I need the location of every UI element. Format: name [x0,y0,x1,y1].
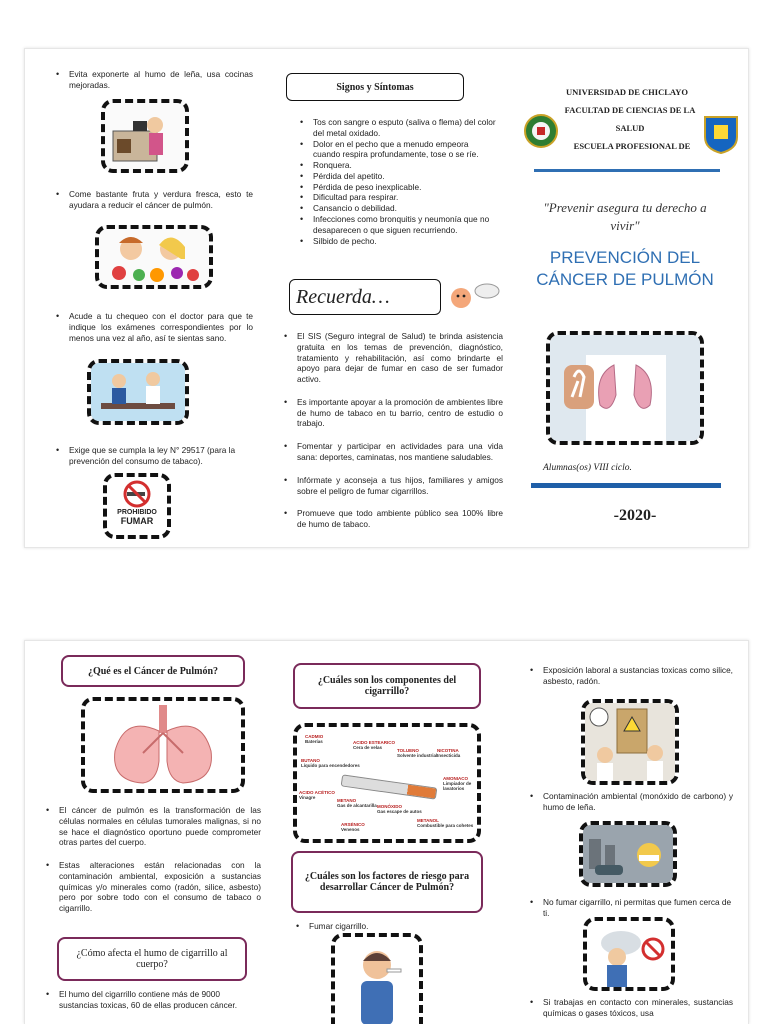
top-sheet [24,48,749,548]
school-logo [701,113,741,155]
symptoms-list [297,117,497,246]
risk-list [293,921,473,932]
component-6: AMONIACO Limpiador de lavatorios [443,776,472,791]
list-item: • Pérdida de peso inexplicable. [297,182,497,193]
list-item: • Acude a tu chequeo con el doctor para que te indique los exámenes correspondientes por lo menos una vez al año, así te sientas sano. [53,311,253,343]
list-item: • No fumar cigarrillo, ni permitas que fumen cerca de ti. [527,897,733,919]
list-item: • El SIS (Seguro integral de Salud) te brinda asistencia gratuita en los temas de prevención, diagnóstico, tratamiento y rehabilitación, así como brindarte el apoyo para dejar de fumar en caso de ser fumador activo. [281,331,503,385]
list-item: • Infecciones como bronquitis y neumonía que no desaparecen o que siguen recurriendo. [297,214,497,236]
minerals-item [527,997,733,1019]
tip-checkup [53,311,253,343]
sign-text-2: FUMAR [120,515,154,526]
year: -2020- [613,507,657,524]
list-item: • Fumar cigarrillo. [293,921,473,932]
lungs-illustration [81,697,245,793]
components-heading [293,663,481,709]
list-item: • Promueve que todo ambiente público sea 100% libre de humo de tabaco. [281,508,503,530]
signs-heading [286,73,464,101]
components-title: ¿Cuáles son los componentes del cigarrillo? [317,675,457,697]
list-item: • Silbido de pecho. [297,236,497,247]
list-item: • Es importante apoyar a la promoción de ambientes libre de humo de tabaco en tu barrio, centro de estudio o trabajo. [281,397,503,429]
risk-title: ¿Cuáles son los factores de riesgo para desarrollar Cáncer de Pulmón? [304,871,470,893]
list-item: • Ronquera. [297,160,497,171]
fruit-illustration [95,225,213,289]
school-name: ESCUELA PROFESIONAL DE [573,141,691,151]
list-item: • Fomentar y participar en actividades para una vida sana: deportes, caminatas, nos mantiene saludables. [281,441,503,463]
smoke-title: ¿Cómo afecta el humo de cigarrillo al cuerpo? [76,948,228,970]
recuerda-list [281,331,503,530]
list-item: • Dolor en el pecho que a menudo empeora cuando respira profundamente, tose o se ríe. [297,139,497,161]
list-item: • Pérdida del apetito. [297,171,497,182]
slogan: "Prevenir asegura tu derecho a vivir" [543,200,707,233]
what-list [43,805,261,914]
awareness-ribbon-photo [546,331,704,445]
list-item: • Si trabajas en contacto con minerales, sustancias químicas o gases tóxicos, usa [527,997,733,1019]
cigarette-components-diagram [293,723,481,843]
list-item: • Contaminación ambiental (monóxido de carbono) y humo de leña. [527,791,733,813]
smoke-list [43,989,261,1011]
title-divider [534,169,720,172]
list-item: • El cáncer de pulmón es la transformación de las células normales en células tumorales malignas, si no se hace el diagnóstico oportuno puede comprometer otras partes del cuerpo. [43,805,261,848]
recuerda-title: Recuerda… [296,285,390,308]
cooking-illustration [101,99,189,173]
workplace-illustration [581,699,679,785]
list-item: • El humo del cigarrillo contiene más de 9000 sustancias toxicas, 60 de ellas producen cáncer. [43,989,261,1011]
what-title: ¿Qué es el Cáncer de Pulmón? [87,665,219,677]
component-3: TOLUENO Solvente industrial [397,748,438,758]
thinking-face-icon [447,281,503,311]
no-smoke-item [527,897,733,919]
smoke-heading [57,937,247,981]
list-item: • Exige que se cumpla la ley N° 29517 (para la prevención del consumo de tabaco). [53,445,253,467]
university-logo [523,113,559,149]
sign-text-1: PROHIBIDO [117,509,157,516]
faculty-line-1: FACULTAD DE CIENCIAS DE LA [564,105,696,115]
list-item: • Cansancio o debilidad. [297,203,497,214]
risk-heading [291,851,483,913]
component-7: ACIDO ACÉTICO Vinagre [299,790,335,800]
smoker-illustration [331,933,423,1024]
exposure-item [527,665,733,687]
component-1: CADMIO Baterías [305,734,324,744]
university-name: UNIVERSIDAD DE CHICLAYO [565,87,688,97]
component-4: NICOTINA Insecticida [437,748,461,758]
list-item: • Tos con sangre o esputo (saliva o flema) del color del metal oxidado. [297,117,497,139]
no-smoking-sign [103,473,171,539]
faculty-line-2: SALUD [615,123,645,133]
students-divider [531,483,721,488]
what-heading [61,655,245,687]
pollution-item [527,791,733,813]
list-item: • Evita exponerte al humo de leña, usa cocinas mejoradas. [53,69,253,91]
doctor-illustration [87,359,189,425]
tip-law [53,445,253,467]
signs-title: Signos y Síntomas [336,81,414,93]
component-10: ARSÉNICO Venenos [341,822,365,832]
tip-woodsmoke [53,69,253,91]
list-item: • Estas alteraciones están relacionadas con la contaminación ambiental, exposición a sustancias químicas y/o minerales como (radón, silice, asbesto) pero por sobre todo con el consumo de tabaco o cigarrillo. [43,860,261,914]
bottom-sheet [24,640,749,1024]
component-9: MONÓXIDO Gas escape de autos [377,804,422,814]
cigarette-shape [341,774,438,799]
component-11: METANOL Combustible para cohetes [417,818,474,828]
list-item: • Dificultad para respirar. [297,192,497,203]
list-item: • Exposición laboral a sustancias toxicas como silice, asbesto, radón. [527,665,733,687]
pollution-illustration [579,821,677,887]
students: Alumnas(os) VIII ciclo. [543,463,632,473]
component-2: ACIDO ESTEARICO Cera de velas [353,740,396,750]
list-item: • Come bastante fruta y verdura fresca, esto te ayudara a reducir el cáncer de pulmón. [53,189,253,211]
list-item: • Infórmate y aconseja a tus hijos, familiares y amigos sobre el peligro de fumar cigarrillos. [281,475,503,497]
smoke-free-illustration [583,917,675,991]
main-title: PREVENCIÓN DEL CÁNCER DE PULMÓN [536,248,714,290]
component-8: METANO Gas de alcantarilla [337,798,377,808]
tip-fruit [53,189,253,211]
recuerda-heading [289,279,441,315]
component-5: BUTANO Líquido para encendedores [301,758,360,768]
